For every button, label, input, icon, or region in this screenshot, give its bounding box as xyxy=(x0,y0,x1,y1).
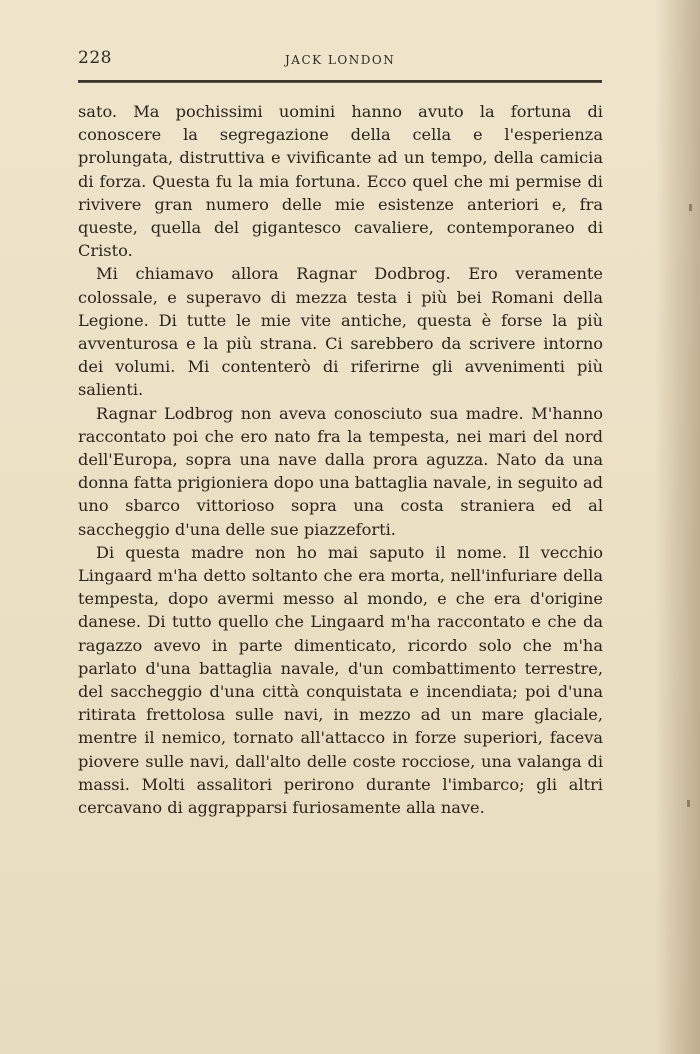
page-number: 228 xyxy=(78,48,112,68)
body-text xyxy=(78,100,603,819)
page-edge-mark-top xyxy=(689,204,692,211)
running-head: JACK LONDON xyxy=(285,53,396,67)
page-edge-mark-bottom xyxy=(687,800,690,807)
page-header xyxy=(78,48,603,70)
paragraph-2: Mi chiamavo allora Ragnar Dodbrog. Ero veramente colossale, e superavo di mezza testa i più bei Romani della Legione. Di tutte le mie vite antiche, questa è forse la più avventurosa e la più strana. Ci sarebbero da scrivere intorno dei volumi. Mi contenterò di riferirne gli avvenimenti più salienti. xyxy=(78,264,603,400)
paragraph-4: Di questa madre non ho mai saputo il nome. Il vecchio Lingaard m'ha detto soltanto che era morta, nell'infuriare della tempesta, dopo avermi messo al mondo, e che era d'origine danese. Di tutto quello che Lingaard m'ha raccontato e che da ragazzo avevo in parte dimenticato, ricordo solo che m'ha parlato d'una battaglia navale, d'un combattimento terrestre, del saccheggio d'una città conquistata e incendiata; poi d'una ritirata frettolosa sulle navi, in mezzo ad un mare glaciale, mentre il nemico, tornato all'attacco in forze superiori, faceva piovere sulle navi, dall'alto delle coste rocciose, una valanga di massi. Molti assalitori perirono durante l'imbarco; gli altri cercavano di aggrapparsi furiosamente alla nave. xyxy=(78,542,603,818)
paragraph-3: Ragnar Lodbrog non aveva conosciuto sua madre. M'hanno raccontato poi che ero nato fra la tempesta, nei mari del nord dell'Europa, sopra una nave dalla prora aguzza. Nato da una donna fatta prigioniera dopo una battaglia navale, in seguito ad uno sbarco vittorioso sopra una costa straniera ed al saccheggio d'una delle sue piazzeforti. xyxy=(78,403,603,539)
paragraph-1: sato. Ma pochissimi uomini hanno avuto la fortuna di conoscere la segregazione della cella e l'esperienza prolungata, distruttiva e vivificante ad un tempo, della camicia di forza. Questa fu la mia fortuna. Ecco quel che mi permise di rivivere gran numero delle mie esistenze anteriori e, fra queste, quella del gigantesco cavaliere, contemporaneo di Cristo. xyxy=(78,102,603,261)
header-rule xyxy=(78,80,602,83)
